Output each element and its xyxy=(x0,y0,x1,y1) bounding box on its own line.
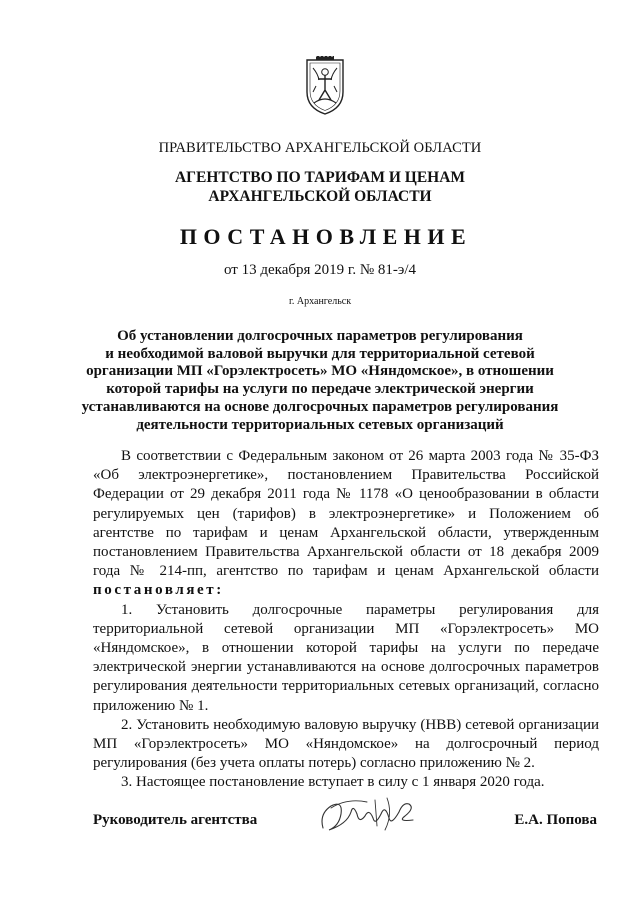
document-type: ПОСТАНОВЛЕНИЕ xyxy=(179,224,473,249)
preamble-text: В соответствии с Федеральным законом от 26 марта 2003 года № 35-ФЗ «Об электроэнергетике», постановлением Правительства Российской Федерации от 29 декабря 2011 года № 1178 «О ценообразовании в области регулируемых цен (тарифов) в электроэнергетике» и Положением об агентстве по тарифам и ценам Архангельской области, утвержденным постановлением Правительства Архангельской области от 18 декабря 2009 года № 214-пп, агентство по тарифам и ценам Архангельской области xyxy=(93,448,599,580)
agency-name xyxy=(0,168,640,206)
item-3-paragraph: 3. Настоящее постановление вступает в силу с 1 января 2020 года. xyxy=(121,774,545,791)
signature-block xyxy=(93,808,599,848)
item-2-paragraph: 2. Установить необходимую валовую выручку (НВВ) сетевой организации МП «Горэлектросеть» МО «Няндомское» на долгосрочный период регулирования (без учета оплаты потерь) согласно приложению № 2. xyxy=(93,716,599,772)
agency-name-line2: АРХАНГЕЛЬСКОЙ ОБЛАСТИ xyxy=(208,188,432,205)
document-body xyxy=(93,447,599,793)
coat-of-arms-icon xyxy=(304,56,346,116)
document-subject xyxy=(0,328,640,434)
subject-line: устанавливаются на основе долгосрочных параметров регулирования xyxy=(81,398,559,415)
document-date-number: от 13 декабря 2019 г. № 81-э/4 xyxy=(223,262,417,278)
preamble-paragraph xyxy=(93,447,599,601)
handwritten-signature xyxy=(317,794,421,838)
government-name: ПРАВИТЕЛЬСТВО АРХАНГЕЛЬСКОЙ ОБЛАСТИ xyxy=(158,140,482,156)
subject-line: Об установлении долгосрочных параметров регулирования xyxy=(117,328,523,344)
subject-line: организации МП «Горэлектросеть» МО «Няндомское», в отношении xyxy=(86,363,554,380)
item-1-paragraph: 1. Установить долгосрочные параметры регулирования для территориальной сетевой организации МП «Горэлектросеть» МО «Няндомское», в отношении которой тарифы на услуги по передаче электрической энергии устанавливаются на основе долгосрочных параметров регулирования деятельности территориальных сетевых организаций, согласно приложению № 1. xyxy=(93,601,599,714)
resolves-word: постановляет xyxy=(93,582,217,599)
subject-line: которой тарифы на услуги по передаче электрической энергии xyxy=(106,381,534,398)
signatory-title: Руководитель агентства xyxy=(93,812,258,828)
subject-line: и необходимой валовой выручки для территориальной сетевой xyxy=(105,345,535,362)
resolves-colon: : xyxy=(216,582,222,599)
agency-name-line1: АГЕНТСТВО ПО ТАРИФАМ И ЦЕНАМ xyxy=(174,169,466,186)
subject-line: деятельности территориальных сетевых организаций xyxy=(136,416,504,433)
signatory-name: Е.А. Попова xyxy=(514,812,597,828)
document-city: г. Архангельск xyxy=(288,296,352,307)
